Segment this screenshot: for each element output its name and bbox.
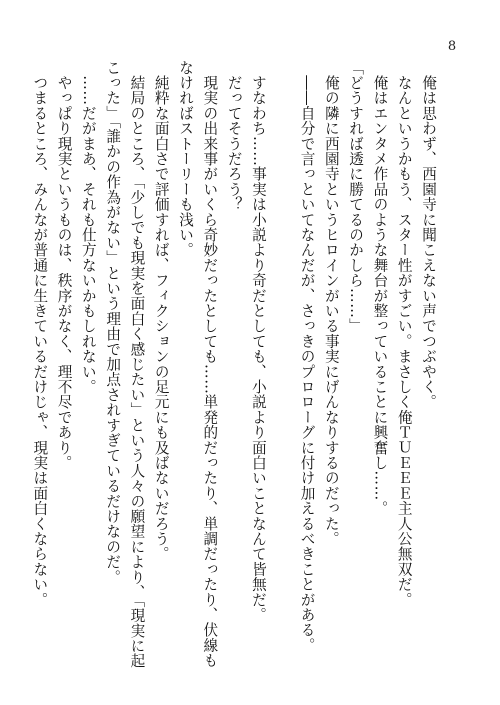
- text-line: なんというかもう、スター性がすごい。まさしく俺ＴＵＥＥＥ主人公無双だ。: [395, 60, 413, 608]
- text-line: ――自分で言っといてなんだが、さっきのプロローグに付け加えるべきことがある。: [298, 60, 316, 653]
- text-line: すなわち……事実は小説より奇だとしても、小説より面白いことなんて皆無だ。: [249, 60, 267, 623]
- text-line: 俺はエンタメ作品のような舞台が整っていることに興奮し……。: [371, 60, 389, 516]
- text-line: だってそうだろう？: [225, 60, 243, 212]
- text-line: 結局のところ、「少しでも現実を面白く感じたい」という人々の願望により、「現実に起: [128, 60, 146, 669]
- text-line: ……だがまあ、それも仕方ないかもしれない。: [79, 60, 97, 395]
- text-line: 純粋な面白さで評価すれば、フィクションの足元にも及ばないだろう。: [152, 60, 170, 562]
- text-line: こった」「誰かの作為がない」という理由で加点されすぎているだけなのだ。: [104, 60, 122, 585]
- text-line: 「どうすれば透に勝てるのかしら……」: [347, 60, 365, 334]
- text-line: やっぱり現実というものは、秩序がなく、理不尽であり。: [55, 60, 73, 471]
- text-line: 俺は思わず、西園寺に聞こえない声でつぶやく。: [420, 60, 437, 410]
- body-text: [27, 60, 440, 675]
- page-number: 8: [447, 39, 457, 54]
- text-line: なければストーリーも浅い。: [177, 60, 195, 258]
- text-line: 現実の出来事がいくら奇妙だったとしても……単発的だったり、単調だったり、伏線も: [201, 60, 219, 668]
- text-line: つまるところ、みんなが普通に生きているだけじゃ、現実は面白くならない。: [31, 60, 49, 608]
- text-line: 俺の隣に西園寺というヒロインがいる事実にげんなりするのだった。: [322, 60, 340, 547]
